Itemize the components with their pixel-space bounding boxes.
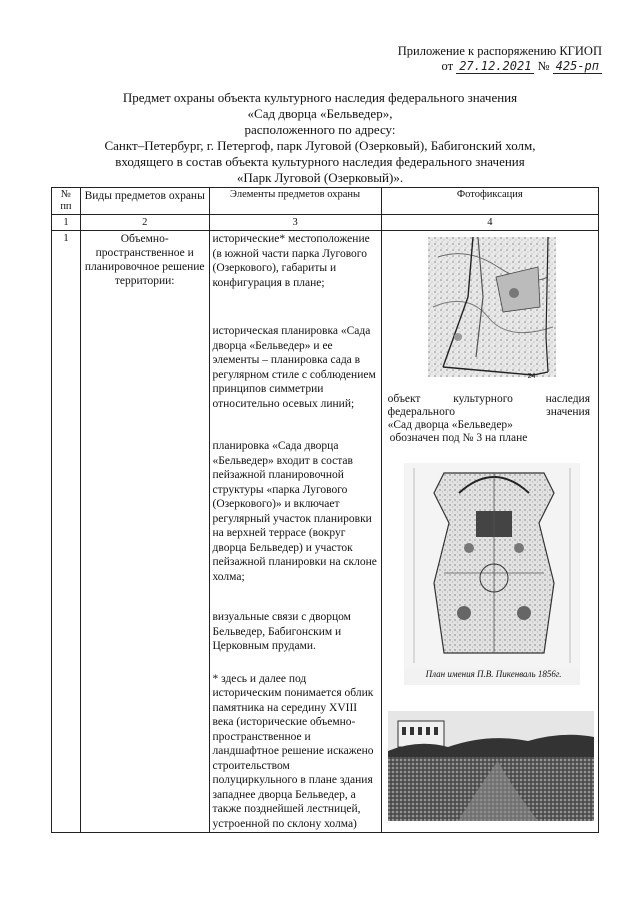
historic-plan-image [404,463,580,685]
caption-line-4: обозначен под № 3 на плане [389,432,528,444]
col-number: 4 [381,215,598,231]
caption-line-1: объект культурного наследия [387,393,590,405]
element-location: исторические* местоположение (в южной части парка Лугового (Озеркового), габариты и конфигурация в плане; [212,233,370,289]
header-elements: Элементы предметов охраны [209,188,381,215]
col-number: 1 [52,215,81,231]
row-kind: Объемно-пространственное и планировочное решение территории: [80,231,209,833]
protection-table [51,187,599,833]
table-header-row [52,188,599,215]
title-line-2: «Сад дворца «Бельведер», [247,106,393,121]
title-line-6: «Парк Луговой (Озерковый)». [236,170,404,185]
photo-caption [388,393,590,445]
annex-number: 425-рп [553,59,602,74]
caption-line-2: федерального значения [387,406,590,418]
annex-line: Приложение к распоряжению КГИОП [397,44,602,58]
number-prefix: № [537,59,550,73]
map-label: 24 [527,373,536,380]
table-row [52,231,599,833]
caption-line-3: «Сад дворца «Бельведер» [387,419,513,431]
header-photo: Фотофиксация [381,188,598,215]
title-line-1: Предмет охраны объекта культурного наследия федерального значения [122,90,518,105]
col-number: 2 [80,215,209,231]
row-elements [209,231,381,833]
element-structure: планировка «Сада дворца «Бельведер» входит в состав пейзажной планировочной структуры «парка Лугового (Озеркового)» и включает регулярный участок планировки на верхней террасе (вокруг дворца Бельведер) и участок пейзажной планировки на склоне холма; [212,440,377,583]
title-line-5: входящего в состав объекта культурного наследия федерального значения [115,154,525,169]
document-title [40,90,600,186]
annex-header [398,44,602,74]
date-prefix: от [441,59,454,73]
header-kind: Виды предметов охраны [80,188,209,215]
table-number-row [52,215,599,231]
title-line-3: расположенного по адресу: [244,122,396,137]
element-visual-links: визуальные связи с дворцом Бельведер, Бабигонским и Церковным прудами. [212,611,351,652]
location-map-image [428,237,556,385]
header-num: № пп [52,188,81,215]
row-num: 1 [52,231,81,833]
annex-date: 27.12.2021 [456,59,534,74]
element-planning: историческая планировка «Сада дворца «Бельведер» и ее элементы – планировка сада в регулярном стиле с соблюдением принципов симметрии относительно осевых линий; [212,325,376,410]
footnote: * здесь и далее под историческим понимается облик памятника на середину XVIII века (исторические объемно-пространственное и ландшафтное решение искажено строительством полуциркульного в плане здания западнее дворца Бельведер, а также позднейшей лестницей, устроенной по склону холма) [212,672,374,830]
col-number: 3 [209,215,381,231]
plan-label: План имения П.В. Пикенваль 1856г. [425,669,562,679]
row-photos [381,231,598,833]
landscape-photo [388,711,594,821]
title-line-4: Санкт–Петербург, г. Петергоф, парк Луговой (Озерковый), Бабигонский холм, [104,138,536,153]
annex-date-line [398,59,602,74]
